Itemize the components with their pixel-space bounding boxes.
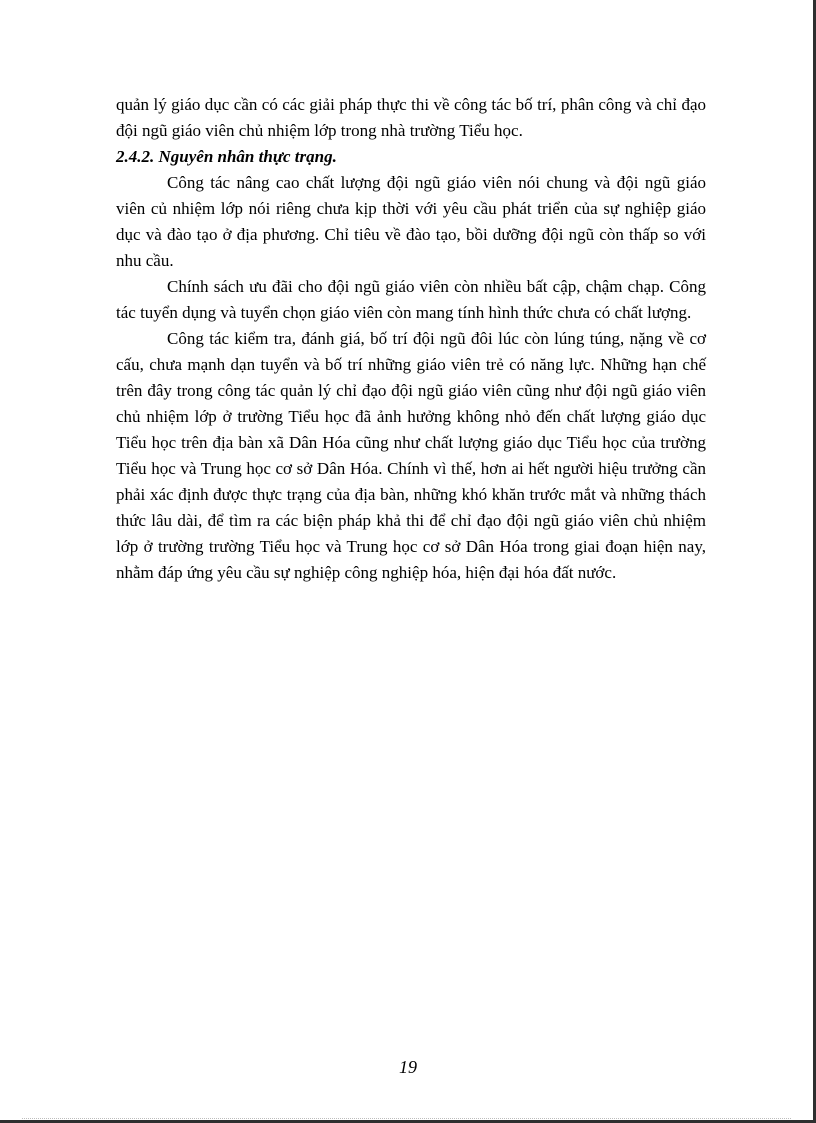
- paragraph-policy: Chính sách ưu đãi cho đội ngũ giáo viên còn nhiều bất cập, chậm chạp. Công tác tuyển dụng và tuyển chọn giáo viên còn mang tính hình thức chưa có chất lượng.: [116, 277, 706, 322]
- paragraph-quality: Công tác nâng cao chất lượng đội ngũ giáo viên nói chung và đội ngũ giáo viên củ nhiệm lớp nói riêng chưa kịp thời với yêu cầu phát triển của sự nghiệp giáo dục và đào tạo ở địa phương. Chỉ tiêu về đào tạo, bồi dưỡng đội ngũ còn thấp so với nhu cầu.: [116, 173, 706, 270]
- footer-divider: [22, 1118, 791, 1119]
- paragraph-continuation: quản lý giáo dục cần có các giải pháp thực thi về công tác bố trí, phân công và chỉ đạo đội ngũ giáo viên chủ nhiệm lớp trong nhà trường Tiểu học.: [116, 95, 706, 140]
- document-body: [116, 92, 706, 586]
- section-heading: 2.4.2. Nguyên nhân thực trạng.: [116, 147, 337, 166]
- paragraph-inspection: Công tác kiểm tra, đánh giá, bố trí đội ngũ đôi lúc còn lúng túng, nặng về cơ cấu, chưa mạnh dạn tuyển và bố trí những giáo viên trẻ có năng lực. Những hạn chế trên đây trong công tác quản lý chỉ đạo đội ngũ giáo viên cũng như đội ngũ giáo viên chủ nhiệm lớp ở trường Tiểu học đã ảnh hưởng không nhỏ đến chất lượng giáo dục Tiểu học trên địa bàn xã Dân Hóa cũng như chất lượng giáo dục Tiểu học của trường Tiểu học và Trung học cơ sở Dân Hóa. Chính vì thế, hơn ai hết người hiệu trưởng cần phải xác định được thực trạng của địa bàn, những khó khăn trước mắt và những thách thức lâu dài, để tìm ra các biện pháp khả thi để chỉ đạo đội ngũ giáo viên chủ nhiệm lớp ở trường trường Tiểu học và Trung học cơ sở Dân Hóa trong giai đoạn hiện nay, nhằm đáp ứng yêu cầu sự nghiệp công nghiệp hóa, hiện đại hóa đất nước.: [116, 329, 706, 582]
- page-number: 19: [399, 1057, 417, 1077]
